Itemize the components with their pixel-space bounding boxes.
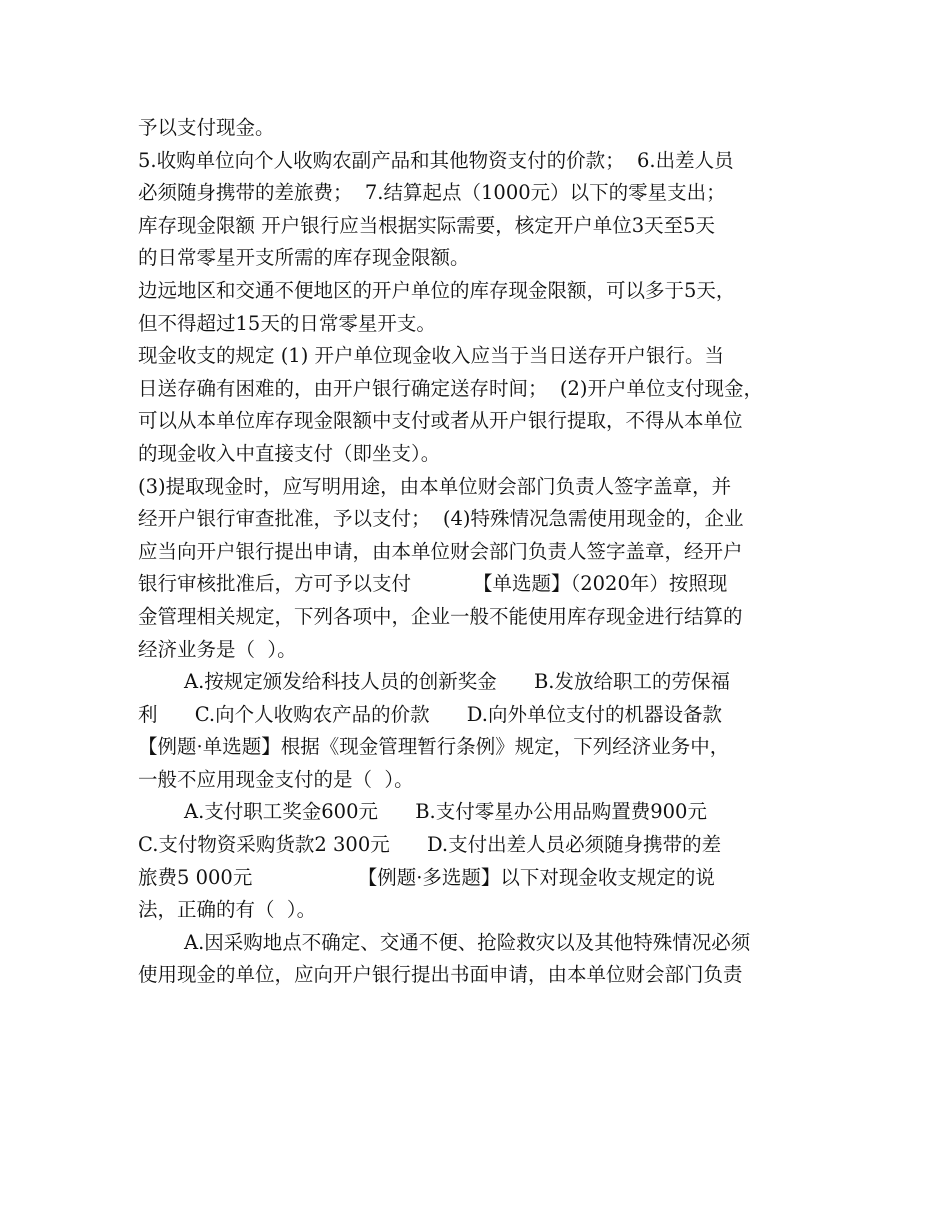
text-line: 的现金收入中直接支付（即坐支）。 — [138, 441, 441, 465]
text-line: C.支付物资采购货款2 300元 D.支付出差人员必须随身携带的差 — [138, 833, 722, 857]
text-line: 边远地区和交通不便地区的开户单位的库存现金限额，可以多于5天， — [138, 278, 736, 302]
text-line: 【例题·单选题】根据《现金管理暂行条例》规定，下列经济业务中， — [138, 735, 730, 759]
text-line: 银行审核批准后，方可予以支付 【单选题】（2020年）按照现 — [138, 572, 728, 596]
text-line: 可以从本单位库存现金限额中支付或者从开户银行提取，不得从本单位 — [138, 409, 743, 433]
text-line: 的日常零星开支所需的库存现金限额。 — [138, 246, 470, 270]
text-line: 予以支付现金。 — [138, 116, 275, 139]
text-line: 利 C.向个人收购农产品的价款 D.向外单位支付的机器设备款 — [138, 702, 722, 726]
text-line: 现金收支的规定 (1) 开户单位现金收入应当于当日送存开户银行。当 — [138, 344, 725, 368]
text-line: A.按规定颁发给科技人员的创新奖金 B.发放给职工的劳保福 — [184, 670, 731, 694]
text-line: 一般不应用现金支付的是（ ）。 — [138, 767, 414, 791]
text-line: 经开户银行审查批准，予以支付； (4)特殊情况急需使用现金的，企业 — [138, 507, 744, 531]
document-body — [138, 112, 818, 992]
text-line: 但不得超过15天的日常零星开支。 — [138, 311, 436, 335]
text-line: (3)提取现金时，应写明用途，由本单位财会部门负责人签字盖章，并 — [138, 474, 732, 498]
text-line: 使用现金的单位，应向开户银行提出书面申请，由本单位财会部门负责 — [138, 963, 743, 987]
text-line: 经济业务是（ ）。 — [138, 637, 297, 661]
text-line: 日送存确有困难的，由开户银行确定送存时间； (2)开户单位支付现金， — [138, 376, 764, 400]
text-line: 应当向开户银行提出申请，由本单位财会部门负责人签字盖章，经开户 — [138, 539, 743, 563]
text-line: 5.收购单位向个人收购农副产品和其他物资支付的价款； 6.出差人员 — [138, 148, 734, 172]
text-line: 旅费5 000元 【例题·多选题】以下对现金收支规定的说 — [138, 865, 715, 889]
text-line: 金管理相关规定，下列各项中，企业一般不能使用库存现金进行结算的 — [138, 604, 743, 628]
text-line: 法，正确的有（ ）。 — [138, 898, 317, 922]
text-line: 必须随身携带的差旅费； 7.结算起点（1000元）以下的零星支出； — [138, 181, 726, 205]
text-line: 库存现金限额 开户银行应当根据实际需要，核定开户单位3天至5天 — [138, 213, 716, 237]
text-line: A.支付职工奖金600元 B.支付零星办公用品购置费900元 — [184, 800, 707, 824]
text-line: A.因采购地点不确定、交通不便、抢险救灾以及其他特殊情况必须 — [184, 930, 751, 954]
